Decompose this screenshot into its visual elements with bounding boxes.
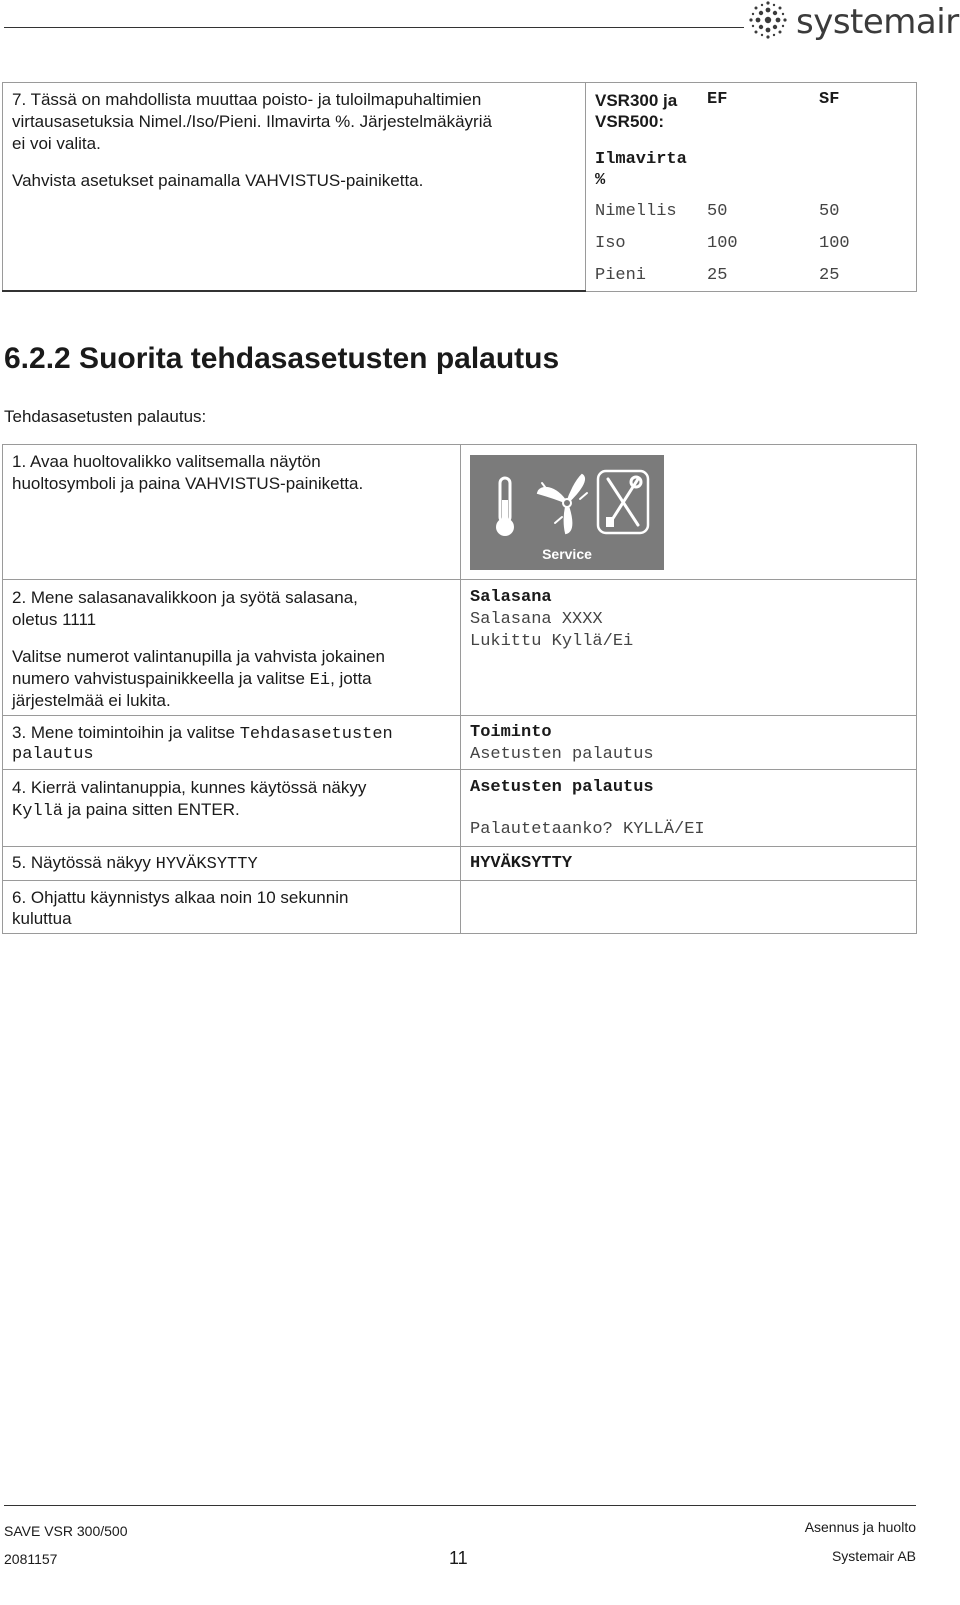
unit-label-line2: % [595, 171, 606, 190]
row-label-iso: Iso [595, 234, 626, 253]
step6-line2: kuluttua [12, 909, 72, 928]
col-header-sf: SF [819, 90, 840, 109]
step2-line4-tail: , jotta [330, 669, 372, 688]
footer-product: SAVE VSR 300/500 [4, 1523, 128, 1539]
service-label: Service [542, 546, 592, 562]
footer-chapter: Asennus ja huolto [804, 1519, 916, 1535]
step1-line1: 1. Avaa huoltovalikko valitsemalla näytön [12, 452, 321, 471]
step7-line1: 7. Tässä on mahdollista muuttaa poisto- ja tuloilmapuhaltimien [12, 90, 482, 109]
footer-rule [4, 1505, 916, 1506]
brand-name: systemair [796, 2, 959, 42]
step4-line2 [12, 799, 240, 823]
step2-line4 [12, 668, 372, 692]
step3-line1-text: 3. Mene toimintoihin ja valitse [12, 723, 240, 742]
row-label-pieni: Pieni [595, 266, 647, 285]
step3-line2: palautus [12, 745, 94, 764]
step2-line3: Valitse numerot valintanupilla ja vahvista jokainen [12, 647, 385, 666]
row-nimellis-sf: 50 [819, 202, 840, 221]
step2-line2: oletus 1111 [12, 610, 97, 629]
header-rule [4, 27, 744, 28]
step2-screen-line2: Salasana XXXX [470, 610, 603, 629]
step3-screen-title: Toiminto [470, 723, 552, 742]
service-tools-icon [470, 455, 664, 550]
unit-label-line1: Ilmavirta [595, 150, 687, 169]
step4-screen-title: Asetusten palautus [470, 778, 654, 797]
model-label-line2: VSR500: [595, 112, 664, 131]
step2-line5: järjestelmää ei lukita. [12, 691, 171, 710]
footer-page-number: 11 [449, 1548, 468, 1568]
step2-line4-text: numero vahvistuspainikkeella ja valitse [12, 669, 310, 688]
step3-line1-code: Tehdasasetusten [239, 725, 393, 744]
step6-line1: 6. Ohjattu käynnistys alkaa noin 10 sekunnin [12, 888, 349, 907]
step5-line1-code: HYVÄKSYTTY [155, 855, 258, 874]
step4-screen-line2: Palautetaanko? KYLLÄ/EI [470, 820, 705, 839]
step4-line2-text: ja paina sitten ENTER. [63, 800, 240, 819]
col-header-ef: EF [707, 90, 728, 109]
step5-screen-title: HYVÄKSYTTY [470, 854, 573, 873]
step2-line4-code: Ei [309, 671, 331, 690]
step5-line1-text: 5. Näytössä näkyy [12, 853, 156, 872]
row-pieni-ef: 25 [707, 266, 728, 285]
step2-line1: 2. Mene salasanavalikkoon ja syötä salasana, [12, 588, 358, 607]
model-label-line1: VSR300 ja [595, 91, 678, 110]
step2-screen-line3: Lukittu Kyllä/Ei [470, 632, 634, 651]
step7-line2: virtausasetuksia Nimel./Iso/Pieni. Ilmavirta %. Järjestelmäkäyriä [12, 112, 492, 131]
step1-line2: huoltosymboli ja paina VAHVISTUS-painiketta. [12, 474, 364, 493]
step5-line1 [12, 852, 258, 876]
section-intro: Tehdasasetusten palautus: [4, 407, 207, 426]
step4-line1: 4. Kierrä valintanuppia, kunnes käytössä näkyy [12, 778, 367, 797]
row-iso-sf: 100 [819, 234, 850, 253]
step7-line3: ei voi valita. [12, 134, 101, 153]
row-pieni-sf: 25 [819, 266, 840, 285]
step3-line1 [12, 722, 393, 746]
row-iso-ef: 100 [707, 234, 738, 253]
row-nimellis-ef: 50 [707, 202, 728, 221]
footer-doc-number: 2081157 [4, 1551, 58, 1567]
step2-screen-title: Salasana [470, 588, 552, 607]
footer-company: Systemair AB [831, 1548, 916, 1564]
step3-screen-line2: Asetusten palautus [470, 745, 654, 764]
step6-screen-cell [460, 880, 917, 934]
step7-cell-underline [2, 290, 586, 292]
section-title: 6.2.2 Suorita tehdasasetusten palautus [4, 342, 560, 375]
row-label-nimellis: Nimellis [595, 202, 677, 221]
service-screen-image [470, 455, 664, 570]
step4-line2-code: Kyllä [12, 802, 64, 821]
step7-line4: Vahvista asetukset painamalla VAHVISTUS-painiketta. [12, 171, 424, 190]
